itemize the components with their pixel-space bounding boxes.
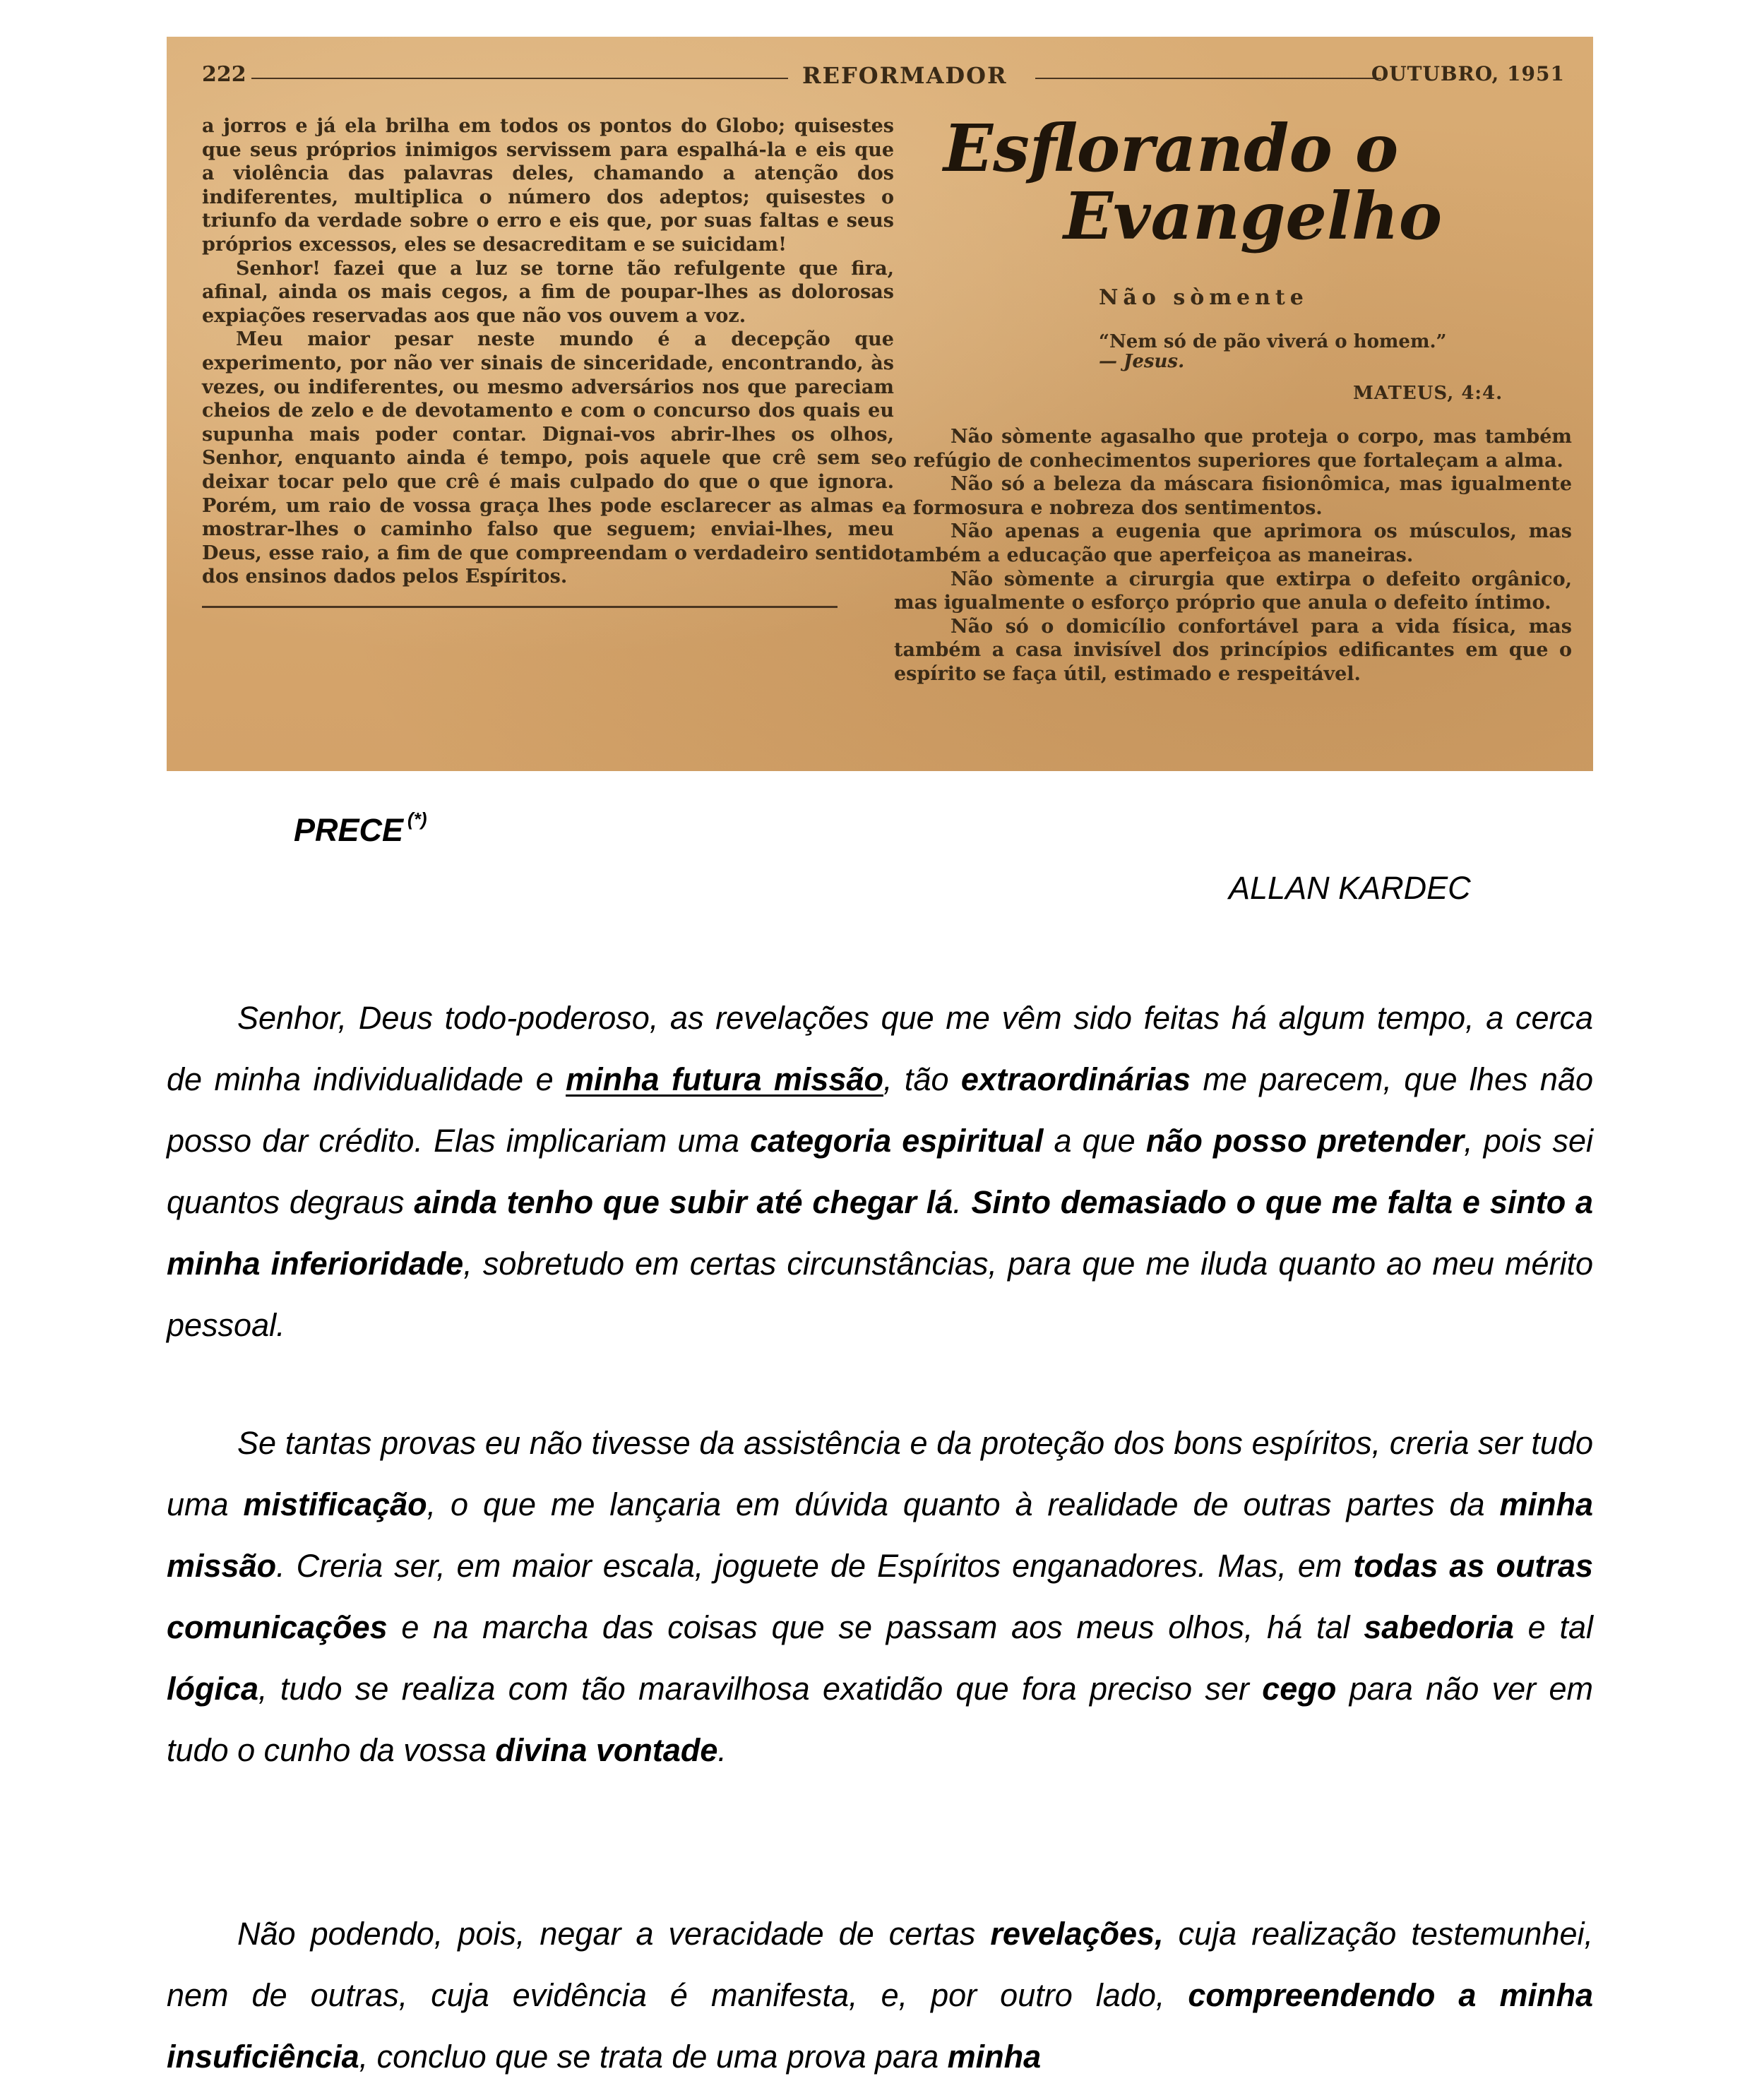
paragraph-3 xyxy=(167,1903,1593,2087)
text-run: . xyxy=(717,1732,727,1768)
document-author: ALLAN KARDEC xyxy=(1229,870,1471,906)
clipping-subhead: Não sòmente xyxy=(1099,285,1309,310)
epigraph-reference: MATEUS, 4:4. xyxy=(1353,383,1503,404)
emphasis: mistificação xyxy=(243,1486,427,1522)
clipping-paragraph: Não sòmente a cirurgia que extirpa o defeito orgânico, mas igualmente o esforço próprio que anula o defeito íntimo. xyxy=(894,568,1572,614)
emphasis: divina vontade xyxy=(495,1732,718,1768)
column-end-rule xyxy=(202,606,838,608)
document-title xyxy=(294,809,427,849)
clipping-page-number: 222 xyxy=(202,62,246,87)
text-run: , concluo que se trata de uma prova para xyxy=(359,2039,948,2075)
clipping-paragraph: Não apenas a eugenia que aprimora os músculos, mas também a educação que aperfeiçoa as maneiras. xyxy=(894,520,1572,566)
paragraph-1 xyxy=(167,987,1593,1356)
text-run: Se tantas provas eu não tivesse da assistência e da proteção dos bons espíritos, creria ser tudo uma xyxy=(167,1425,1593,1522)
text-run: cuja realização testemunhei, nem de outras, cuja evidência é manifesta, e, por outro lado, xyxy=(167,1916,1593,2013)
epigraph-quote: “Nem só de pão viverá o homem.” xyxy=(1099,331,1447,352)
emphasis: Sinto demasiado o que me falta e sinto a minha inferioridade xyxy=(167,1184,1593,1282)
text-run: , tão xyxy=(883,1061,961,1097)
emphasis-underlined: minha futura missão xyxy=(566,1061,883,1097)
clipping-paragraph: Não só o domicílio confortável para a vida física, mas também a casa invisível dos princípios edificantes em que o espírito se faça útil, estimado e respeitável. xyxy=(894,615,1572,685)
emphasis: categoria espiritual xyxy=(750,1123,1044,1159)
clipping-paragraph: Não só a beleza da máscara fisionômica, mas igualmente a formosura e nobreza dos sentimentos. xyxy=(894,473,1572,519)
headline-line: Evangelho xyxy=(1063,178,1443,254)
text-run: , o que me lançaria em dúvida quanto à realidade de outras partes da xyxy=(427,1486,1500,1522)
emphasis: minha xyxy=(947,2039,1042,2075)
clipping-right-column xyxy=(894,425,1572,686)
emphasis: lógica xyxy=(167,1671,259,1707)
text-run: . Creria ser, em maior escala, joguete de Espíritos enganadores. Mas, em xyxy=(276,1548,1354,1584)
emphasis: ainda tenho que subir até chegar lá xyxy=(414,1184,953,1220)
paragraph-text xyxy=(167,987,1593,1356)
epigraph-author: — Jesus. xyxy=(1099,351,1185,372)
text-run: e tal xyxy=(1513,1609,1593,1645)
text-run: para não ver em tudo o cunho da vossa xyxy=(167,1671,1594,1768)
newspaper-clipping xyxy=(167,37,1593,771)
header-rule xyxy=(251,78,788,79)
text-run: a que xyxy=(1043,1123,1146,1159)
emphasis: não posso pretender xyxy=(1145,1123,1465,1159)
clipping-header xyxy=(202,62,1565,90)
emphasis: todas as outras comunicações xyxy=(167,1548,1593,1645)
clipping-magazine-name: REFORMADOR xyxy=(802,62,1008,89)
text-run: me parecem, que lhes não posso dar crédito. Elas implicariam uma xyxy=(167,1061,1593,1159)
text-run: Não podendo, pois, negar a veracidade de certas xyxy=(237,1916,991,1952)
title-text: PRECE xyxy=(294,812,404,848)
emphasis: extraordinárias xyxy=(960,1061,1191,1097)
emphasis: minha missão xyxy=(167,1486,1593,1584)
paragraph-text xyxy=(167,1412,1593,1781)
clipping-paragraph: a jorros e já ela brilha em todos os pontos do Globo; quisestes que seus próprios inimigos servissem para espalhá-la e eis que a violência das palavras deles, chamando a atenção dos indiferentes, multiplica o número dos adeptos; quisestes o triunfo da verdade sobre o erro e eis que, por suas faltas e seus próprios excessos, eles se desacreditam e se suicidam! xyxy=(202,115,894,256)
clipping-paragraph: Senhor! fazei que a luz se torne tão refulgente que fira, afinal, ainda os mais cegos, a fim de poupar-lhes as dolorosas expiações reservadas aos que não vos ouvem a voz. xyxy=(202,257,894,327)
text-run: , pois sei quantos degraus xyxy=(167,1123,1594,1220)
text-run: . xyxy=(953,1184,972,1220)
emphasis: revelações, xyxy=(990,1916,1164,1952)
paragraph-2 xyxy=(167,1412,1593,1781)
clipping-paragraph: Meu maior pesar neste mundo é a decepção que experimento, por não ver sinais de sinceridade, encontrando, às vezes, ou indiferentes, ou mesmo adversários nos que pareciam cheios de zelo e de devotamento e com o concurso dos quais eu supunha mais poder contar. Dignai-vos abrir-lhes os olhos, Senhor, enquanto ainda é tempo, pois aquele que crê sem se deixar tocar pelo que crê é mais culpado do que o que ignora. Porém, um raio de vossa graça lhes pode esclarecer as almas e mostrar-lhes o caminho falso que seguem; enviai-lhes, meu Deus, esse raio, a fim de que compreendam o verdadeiro sentido dos ensinos dados pelos Espíritos. xyxy=(202,328,894,588)
headline-line: Esflorando o xyxy=(943,110,1399,186)
header-rule xyxy=(1035,78,1381,79)
clipping-headline xyxy=(901,110,1579,254)
text-run: , sobretudo em certas circunstâncias, para que me iluda quanto ao meu mérito pessoal. xyxy=(167,1246,1594,1343)
clipping-date: OUTUBRO, 1951 xyxy=(1371,62,1565,85)
clipping-epigraph xyxy=(1099,332,1447,371)
clipping-paragraph: Não sòmente agasalho que proteja o corpo, mas também o refúgio de conhecimentos superiores que fortaleçam a alma. xyxy=(894,426,1572,472)
text-run: Senhor, Deus todo-poderoso, as revelações que me vêm sido feitas há algum tempo, a cerca de minha individualidade e xyxy=(167,1000,1593,1097)
emphasis: compreendendo a minha insuficiência xyxy=(167,1977,1593,2075)
footnote-marker: (*) xyxy=(407,809,427,830)
paragraph-text xyxy=(167,1903,1593,2087)
emphasis: sabedoria xyxy=(1364,1609,1514,1645)
clipping-left-column xyxy=(202,114,894,608)
text-run: e na marcha das coisas que se passam aos meus olhos, há tal xyxy=(387,1609,1364,1645)
emphasis: cego xyxy=(1262,1671,1337,1707)
text-run: , tudo se realiza com tão maravilhosa exatidão que fora preciso ser xyxy=(258,1671,1263,1707)
